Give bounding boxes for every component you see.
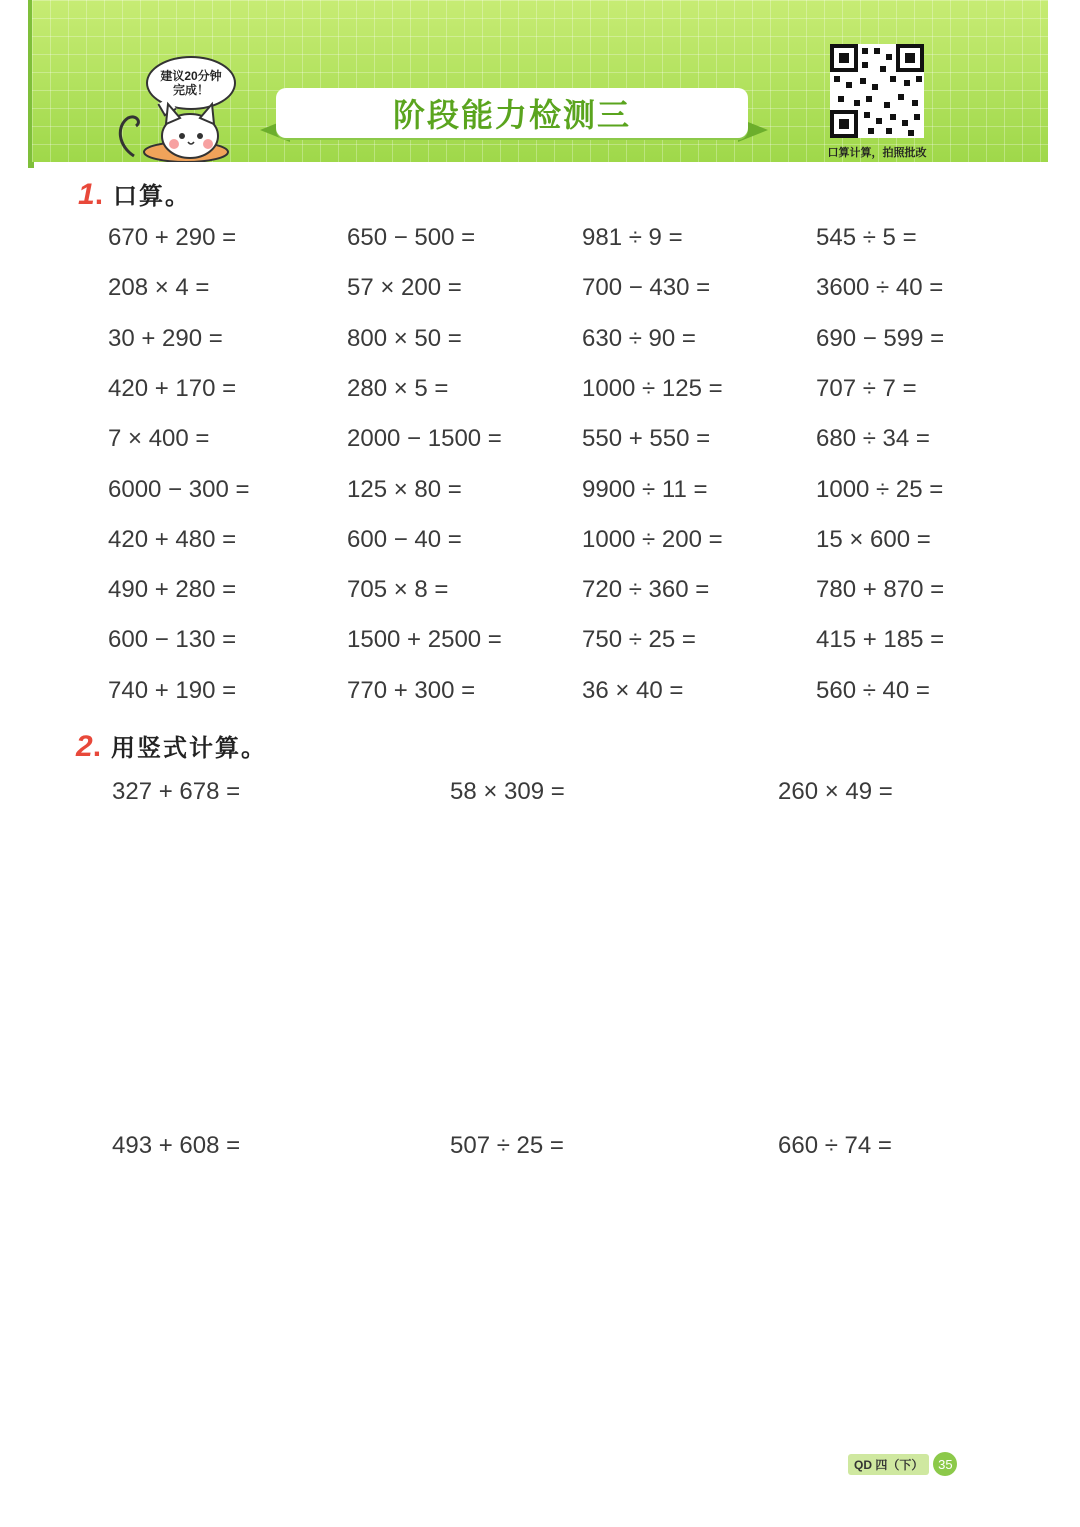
- mental-problem: 208 × 4 =: [108, 274, 210, 301]
- mental-problem: 545 ÷ 5 =: [816, 224, 917, 251]
- mental-problem: 740 + 190 =: [108, 677, 237, 704]
- mental-problem: 670 + 290 =: [108, 224, 237, 251]
- bubble-text-1: 建议20分钟: [160, 69, 222, 83]
- mental-problem: 600 − 130 =: [108, 626, 237, 653]
- mental-problem: 1000 ÷ 25 =: [816, 476, 944, 503]
- mental-problem: 720 ÷ 360 =: [582, 576, 710, 603]
- qr-caption: 口算计算，拍照批改: [827, 147, 927, 159]
- vertical-problem: 660 ÷ 74 =: [778, 1132, 892, 1159]
- mental-problem: 981 ÷ 9 =: [582, 224, 683, 251]
- mental-problem: 7 × 400 =: [108, 425, 210, 452]
- section-2-heading: [76, 728, 267, 764]
- mental-problem: 30 + 290 =: [108, 325, 223, 352]
- mental-problem: 750 ÷ 25 =: [582, 626, 696, 653]
- mental-problem: 1500 + 2500 =: [347, 626, 502, 653]
- page-title: 阶段能力检测三: [392, 97, 631, 133]
- mental-problem: 690 − 599 =: [816, 325, 945, 352]
- mental-problem: 2000 − 1500 =: [347, 425, 502, 452]
- section-1-number: 1: [78, 178, 95, 211]
- mental-problem: 36 × 40 =: [582, 677, 684, 704]
- mental-problem: 280 × 5 =: [347, 375, 449, 402]
- section-1-title: 口算。: [113, 183, 192, 210]
- vertical-problem: 507 ÷ 25 =: [450, 1132, 564, 1159]
- mental-problem: 3600 ÷ 40 =: [816, 274, 944, 301]
- mental-problem: 6000 − 300 =: [108, 476, 250, 503]
- mental-problem: 600 − 40 =: [347, 526, 462, 553]
- mental-problem: 15 × 600 =: [816, 526, 931, 553]
- section-2-dot: .: [92, 730, 102, 763]
- grade-tag: QD 四（下）: [848, 1454, 929, 1475]
- mental-problem: 630 ÷ 90 =: [582, 325, 696, 352]
- vertical-problem: 58 × 309 =: [450, 778, 565, 805]
- page-number: 35: [933, 1452, 957, 1476]
- mental-problem: 650 − 500 =: [347, 224, 476, 251]
- title-box: [276, 88, 748, 138]
- mental-problem: 700 − 430 =: [582, 274, 711, 301]
- mental-problem: 780 + 870 =: [816, 576, 945, 603]
- mental-problem: 1000 ÷ 200 =: [582, 526, 723, 553]
- cat-mascot-icon: [112, 96, 232, 162]
- section-2-title: 用竖式计算。: [111, 735, 268, 762]
- mental-problem: 415 + 185 =: [816, 626, 945, 653]
- mental-problem: 550 + 550 =: [582, 425, 711, 452]
- page-footer: [848, 1452, 957, 1476]
- mental-problem: 490 + 280 =: [108, 576, 237, 603]
- mental-problem: 705 × 8 =: [347, 576, 449, 603]
- mental-problem: 125 × 80 =: [347, 476, 462, 503]
- section-2-number: 2: [76, 730, 93, 763]
- vertical-problem: 493 + 608 =: [112, 1132, 241, 1159]
- mental-problem: 9900 ÷ 11 =: [582, 476, 708, 503]
- vertical-problem: 260 × 49 =: [778, 778, 893, 805]
- mental-problem: 770 + 300 =: [347, 677, 476, 704]
- bubble-text-2: 完成！: [172, 83, 209, 97]
- mental-problem: 560 ÷ 40 =: [816, 677, 930, 704]
- mental-problem: 1000 ÷ 125 =: [582, 375, 723, 402]
- section-1-heading: [78, 176, 191, 212]
- mental-problem: 707 ÷ 7 =: [816, 375, 917, 402]
- mental-problem: 420 + 480 =: [108, 526, 237, 553]
- qr-code-icon[interactable]: [830, 44, 924, 138]
- mental-problem: 680 ÷ 34 =: [816, 425, 930, 452]
- mental-problem: 800 × 50 =: [347, 325, 462, 352]
- vertical-problem: 327 + 678 =: [112, 778, 241, 805]
- section-1-dot: .: [94, 178, 104, 211]
- mental-problem: 57 × 200 =: [347, 274, 462, 301]
- mental-problem: 420 + 170 =: [108, 375, 237, 402]
